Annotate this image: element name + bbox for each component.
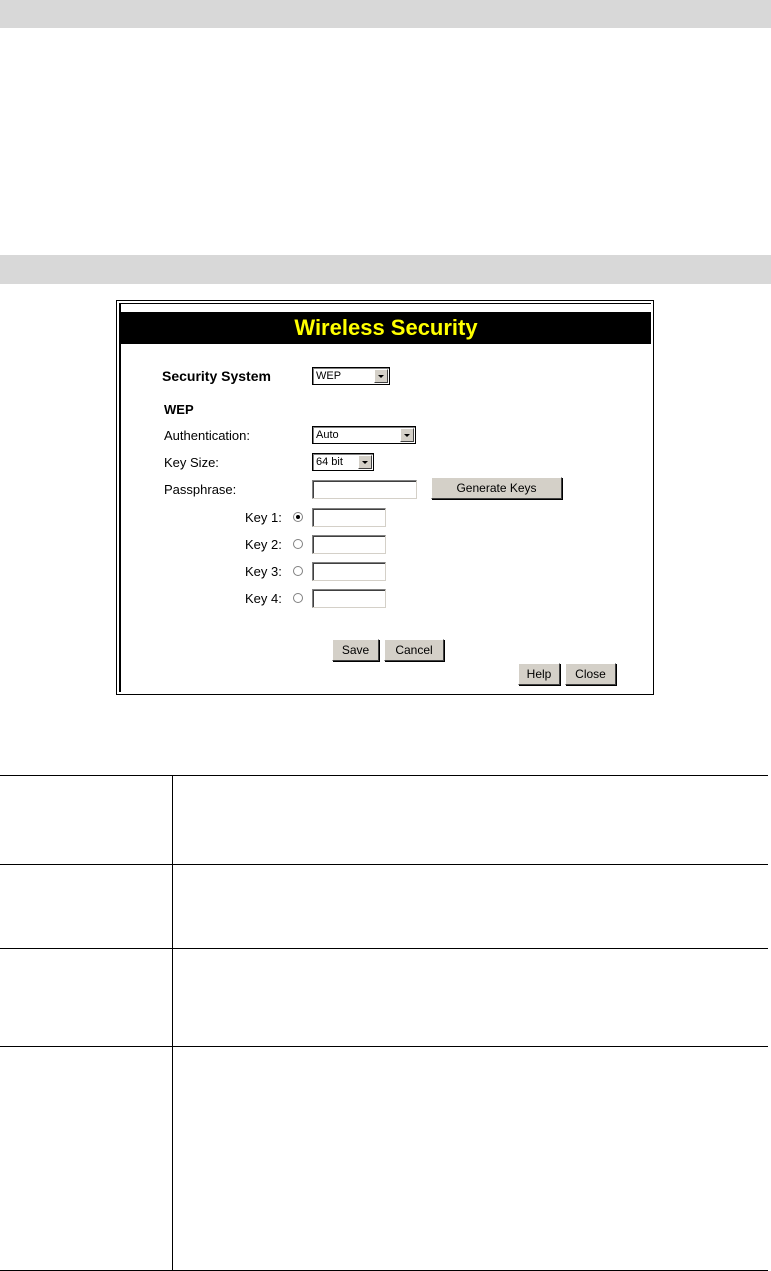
generate-keys-button[interactable]: Generate Keys xyxy=(431,477,562,499)
wep-section-heading: WEP xyxy=(164,402,194,417)
help-button[interactable]: Help xyxy=(518,663,560,685)
key-4-radio[interactable] xyxy=(293,593,303,603)
key-1-radio[interactable] xyxy=(293,512,303,522)
dialog-frame xyxy=(119,303,651,692)
key-1-label: Key 1: xyxy=(245,510,282,525)
key-size-label: Key Size: xyxy=(164,455,219,470)
chevron-down-icon[interactable] xyxy=(400,428,414,442)
authentication-select[interactable] xyxy=(312,426,416,444)
section-bar-top xyxy=(0,0,771,28)
table-column-divider xyxy=(172,775,173,1271)
table-row-divider xyxy=(0,775,768,776)
authentication-label: Authentication: xyxy=(164,428,251,443)
key-2-input[interactable] xyxy=(312,535,386,554)
security-system-value: WEP xyxy=(316,370,342,382)
table-row-divider xyxy=(0,948,768,949)
cancel-button[interactable]: Cancel xyxy=(384,639,444,661)
key-3-input[interactable] xyxy=(312,562,386,581)
table-row-divider xyxy=(0,1046,768,1047)
chevron-down-icon[interactable] xyxy=(358,455,372,469)
security-system-label: Security System xyxy=(162,368,271,384)
dialog-title: Wireless Security xyxy=(294,315,478,340)
key-size-value: 64 bit xyxy=(316,456,343,468)
key-2-radio[interactable] xyxy=(293,539,303,549)
section-bar-middle xyxy=(0,255,771,284)
key-3-label: Key 3: xyxy=(245,564,282,579)
dialog-title-bar xyxy=(121,312,651,344)
security-system-select[interactable] xyxy=(312,367,390,385)
close-button[interactable]: Close xyxy=(565,663,616,685)
key-4-input[interactable] xyxy=(312,589,386,608)
key-2-label: Key 2: xyxy=(245,537,282,552)
save-button[interactable]: Save xyxy=(332,639,379,661)
key-4-label: Key 4: xyxy=(245,591,282,606)
description-table xyxy=(0,775,768,1271)
chevron-down-icon[interactable] xyxy=(374,369,388,383)
key-size-select[interactable] xyxy=(312,453,374,471)
authentication-value: Auto xyxy=(316,429,339,441)
key-3-radio[interactable] xyxy=(293,566,303,576)
passphrase-input[interactable] xyxy=(312,480,417,499)
wireless-security-dialog xyxy=(116,300,654,695)
passphrase-label: Passphrase: xyxy=(164,482,237,497)
table-row-divider xyxy=(0,864,768,865)
key-1-input[interactable] xyxy=(312,508,386,527)
